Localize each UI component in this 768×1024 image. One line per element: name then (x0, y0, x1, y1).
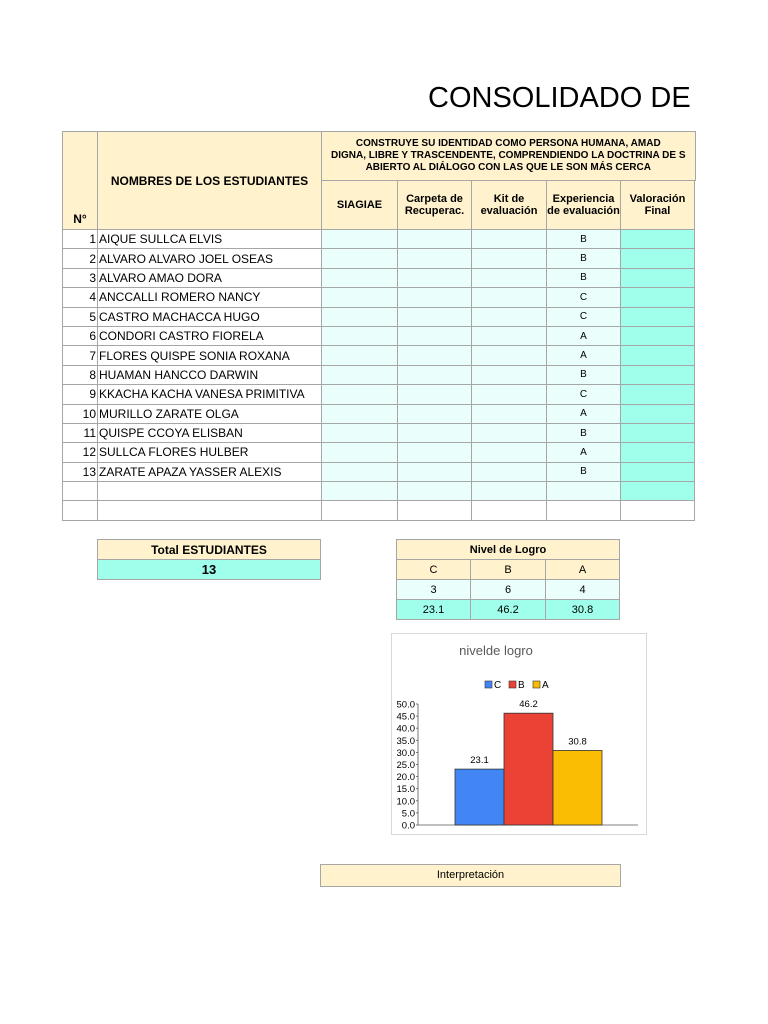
student-name[interactable]: QUISPE CCOYA ELISBAN (98, 423, 322, 442)
header-student-names: NOMBRES DE LOS ESTUDIANTES (98, 132, 322, 230)
experiencia-grade[interactable]: B (547, 423, 621, 442)
siagie-cell[interactable] (322, 230, 398, 249)
row-number[interactable]: 11 (63, 423, 98, 442)
kit-cell[interactable] (472, 288, 547, 307)
siagie-cell[interactable] (322, 385, 398, 404)
table-row (63, 307, 696, 326)
bar-a (553, 750, 602, 825)
kit-cell[interactable] (472, 326, 547, 345)
student-name[interactable]: CONDORI CASTRO FIORELA (98, 326, 322, 345)
legend-swatch-a (533, 681, 540, 688)
y-tick-label: 15.0 (396, 784, 415, 796)
table-row (63, 443, 696, 462)
header-number: N° (63, 132, 98, 230)
y-tick-label: 35.0 (396, 735, 415, 747)
empty-cell[interactable] (547, 501, 621, 520)
legend-label-a: A (542, 680, 549, 691)
valoracion-cell[interactable] (621, 423, 695, 442)
empty-cell[interactable] (63, 482, 98, 501)
nivel-logro-label: Nivel de Logro (397, 540, 620, 560)
carpeta-cell[interactable] (398, 230, 472, 249)
table-row (63, 249, 696, 268)
valoracion-cell[interactable] (621, 326, 695, 345)
siagie-cell[interactable] (322, 326, 398, 345)
empty-cell[interactable] (322, 482, 398, 501)
student-name[interactable]: HUAMAN HANCCO DARWIN (98, 365, 322, 384)
empty-cell[interactable] (98, 482, 322, 501)
carpeta-cell[interactable] (398, 346, 472, 365)
experiencia-grade[interactable]: B (547, 268, 621, 287)
table-row (63, 326, 696, 345)
kit-cell[interactable] (472, 346, 547, 365)
level-a-count[interactable]: 4 (546, 580, 620, 600)
y-tick-label: 50.0 (396, 699, 415, 711)
student-name[interactable]: CASTRO MACHACCA HUGO (98, 307, 322, 326)
header-valoracion: Valoración Final (621, 181, 695, 230)
experiencia-grade[interactable]: A (547, 346, 621, 365)
experiencia-grade[interactable]: C (547, 385, 621, 404)
row-number[interactable]: 7 (63, 346, 98, 365)
empty-row (63, 482, 696, 501)
valoracion-cell[interactable] (621, 249, 695, 268)
experiencia-grade[interactable]: A (547, 326, 621, 345)
level-c-count[interactable]: 3 (397, 580, 471, 600)
nivel-logro-table (396, 539, 620, 620)
carpeta-cell[interactable] (398, 307, 472, 326)
empty-cell[interactable] (398, 501, 472, 520)
experiencia-grade[interactable]: C (547, 288, 621, 307)
valoracion-cell[interactable] (621, 230, 695, 249)
siagie-cell[interactable] (322, 462, 398, 481)
carpeta-cell[interactable] (398, 249, 472, 268)
experiencia-grade[interactable]: B (547, 462, 621, 481)
y-tick-label: 45.0 (396, 711, 415, 723)
experiencia-grade[interactable]: B (547, 230, 621, 249)
siagie-cell[interactable] (322, 404, 398, 423)
student-name[interactable]: ANCCALLI ROMERO NANCY (98, 288, 322, 307)
experiencia-grade[interactable]: B (547, 365, 621, 384)
student-name[interactable]: SULLCA FLORES HULBER (98, 443, 322, 462)
experiencia-grade[interactable]: C (547, 307, 621, 326)
siagie-cell[interactable] (322, 249, 398, 268)
competencia-line-2: DIGNA, LIBRE Y TRASCENDENTE, COMPRENDIENDO LA DOCTRINA DE S (331, 150, 686, 161)
carpeta-cell[interactable] (398, 404, 472, 423)
empty-row (63, 501, 696, 520)
level-c-header: C (397, 560, 471, 580)
valoracion-cell[interactable] (621, 462, 695, 481)
empty-cell[interactable] (63, 501, 98, 520)
nivel-logro-chart[interactable] (391, 633, 647, 835)
kit-cell[interactable] (472, 404, 547, 423)
header-experiencia: Experiencia de evaluación (547, 181, 621, 230)
interpretacion-header[interactable]: Interpretación (320, 864, 621, 887)
student-name[interactable]: ALVARO AMAO DORA (98, 268, 322, 287)
valoracion-cell[interactable] (621, 268, 695, 287)
carpeta-cell[interactable] (398, 268, 472, 287)
empty-cell[interactable] (398, 482, 472, 501)
kit-cell[interactable] (472, 365, 547, 384)
siagie-cell[interactable] (322, 307, 398, 326)
carpeta-cell[interactable] (398, 462, 472, 481)
kit-cell[interactable] (472, 268, 547, 287)
row-number[interactable]: 4 (63, 288, 98, 307)
row-number[interactable]: 6 (63, 326, 98, 345)
legend-label-c: C (494, 680, 502, 691)
carpeta-cell[interactable] (398, 365, 472, 384)
row-number[interactable]: 1 (63, 230, 98, 249)
carpeta-cell[interactable] (398, 385, 472, 404)
experiencia-grade[interactable]: A (547, 443, 621, 462)
header-kit: Kit de evaluación (472, 181, 547, 230)
bar-c (455, 769, 504, 825)
valoracion-cell[interactable] (621, 346, 695, 365)
valoracion-cell[interactable] (621, 404, 695, 423)
table-row (63, 365, 696, 384)
level-c-percent[interactable]: 23.1 (397, 600, 471, 620)
row-number[interactable]: 10 (63, 404, 98, 423)
y-tick-label: 25.0 (396, 760, 415, 771)
chart-title: nivelde logro (459, 643, 533, 658)
level-b-percent[interactable]: 46.2 (471, 600, 546, 620)
competencia-header (322, 132, 696, 181)
page-title: CONSOLIDADO DE (428, 82, 691, 114)
empty-cell[interactable] (621, 501, 695, 520)
kit-cell[interactable] (472, 249, 547, 268)
valoracion-cell[interactable] (621, 443, 695, 462)
legend-swatch-c (485, 681, 492, 688)
student-name[interactable]: FLORES QUISPE SONIA ROXANA (98, 346, 322, 365)
header-siagie: SIAGIAE (322, 181, 398, 230)
chart-svg (392, 634, 646, 834)
valoracion-cell[interactable] (621, 288, 695, 307)
competencia-line-1: CONSTRUYE SU IDENTIDAD COMO PERSONA HUMANA, AMAD (355, 138, 661, 149)
total-students-label: Total ESTUDIANTES (98, 540, 321, 560)
row-number[interactable]: 8 (63, 365, 98, 384)
student-name[interactable]: ALVARO ALVARO JOEL OSEAS (98, 249, 322, 268)
table-row (63, 385, 696, 404)
row-number[interactable]: 9 (63, 385, 98, 404)
y-tick-label: 20.0 (396, 772, 415, 784)
kit-cell[interactable] (472, 462, 547, 481)
valoracion-cell[interactable] (621, 385, 695, 404)
data-label-c: 23.1 (470, 755, 489, 767)
y-tick-label: 40.0 (396, 723, 415, 735)
experiencia-grade[interactable]: A (547, 404, 621, 423)
siagie-cell[interactable] (322, 288, 398, 307)
table-row (63, 346, 696, 365)
total-students-value[interactable]: 13 (98, 560, 321, 580)
carpeta-cell[interactable] (398, 326, 472, 345)
data-label-a: 30.8 (568, 736, 587, 748)
row-number[interactable]: 2 (63, 249, 98, 268)
siagie-cell[interactable] (322, 423, 398, 442)
empty-cell[interactable] (322, 501, 398, 520)
student-name[interactable]: MURILLO ZARATE OLGA (98, 404, 322, 423)
y-tick-label: 0.0 (401, 820, 415, 832)
table-row (63, 404, 696, 423)
row-number[interactable]: 3 (63, 268, 98, 287)
siagie-cell[interactable] (322, 365, 398, 384)
siagie-cell[interactable] (322, 268, 398, 287)
y-tick-label: 30.0 (396, 747, 415, 759)
legend-swatch-b (509, 681, 516, 688)
kit-cell[interactable] (472, 307, 547, 326)
level-b-count[interactable]: 6 (471, 580, 546, 600)
table-row (63, 230, 696, 249)
level-b-header: B (471, 560, 546, 580)
student-name[interactable]: AIQUE SULLCA ELVIS (98, 230, 322, 249)
bar-b (504, 713, 553, 825)
total-students-table (97, 539, 321, 580)
kit-cell[interactable] (472, 423, 547, 442)
y-tick-label: 10.0 (396, 796, 415, 808)
row-number[interactable]: 12 (63, 443, 98, 462)
data-label-b: 46.2 (519, 699, 538, 711)
carpeta-cell[interactable] (398, 288, 472, 307)
table-row (63, 462, 696, 481)
valoracion-cell[interactable] (621, 307, 695, 326)
row-number[interactable]: 5 (63, 307, 98, 326)
students-table (62, 131, 696, 521)
table-row (63, 268, 696, 287)
carpeta-cell[interactable] (398, 443, 472, 462)
experiencia-grade[interactable]: B (547, 249, 621, 268)
siagie-cell[interactable] (322, 346, 398, 365)
empty-cell[interactable] (472, 482, 547, 501)
y-tick-label: 5.0 (401, 808, 415, 820)
header-carpeta: Carpeta de Recuperac. (398, 181, 472, 230)
siagie-cell[interactable] (322, 443, 398, 462)
level-a-percent[interactable]: 30.8 (546, 600, 620, 620)
table-row (63, 288, 696, 307)
student-name[interactable]: KKACHA KACHA VANESA PRIMITIVA (98, 385, 322, 404)
table-row (63, 423, 696, 442)
empty-cell[interactable] (98, 501, 322, 520)
student-name[interactable]: ZARATE APAZA YASSER ALEXIS (98, 462, 322, 481)
carpeta-cell[interactable] (398, 423, 472, 442)
row-number[interactable]: 13 (63, 462, 98, 481)
valoracion-cell[interactable] (621, 365, 695, 384)
empty-cell[interactable] (621, 482, 695, 501)
kit-cell[interactable] (472, 385, 547, 404)
empty-cell[interactable] (547, 482, 621, 501)
legend-label-b: B (518, 680, 525, 691)
level-a-header: A (546, 560, 620, 580)
empty-cell[interactable] (472, 501, 547, 520)
kit-cell[interactable] (472, 443, 547, 462)
kit-cell[interactable] (472, 230, 547, 249)
competencia-line-3: ABIERTO AL DIÁLOGO CON LAS QUE LE SON MÁS CERCA (365, 162, 651, 173)
